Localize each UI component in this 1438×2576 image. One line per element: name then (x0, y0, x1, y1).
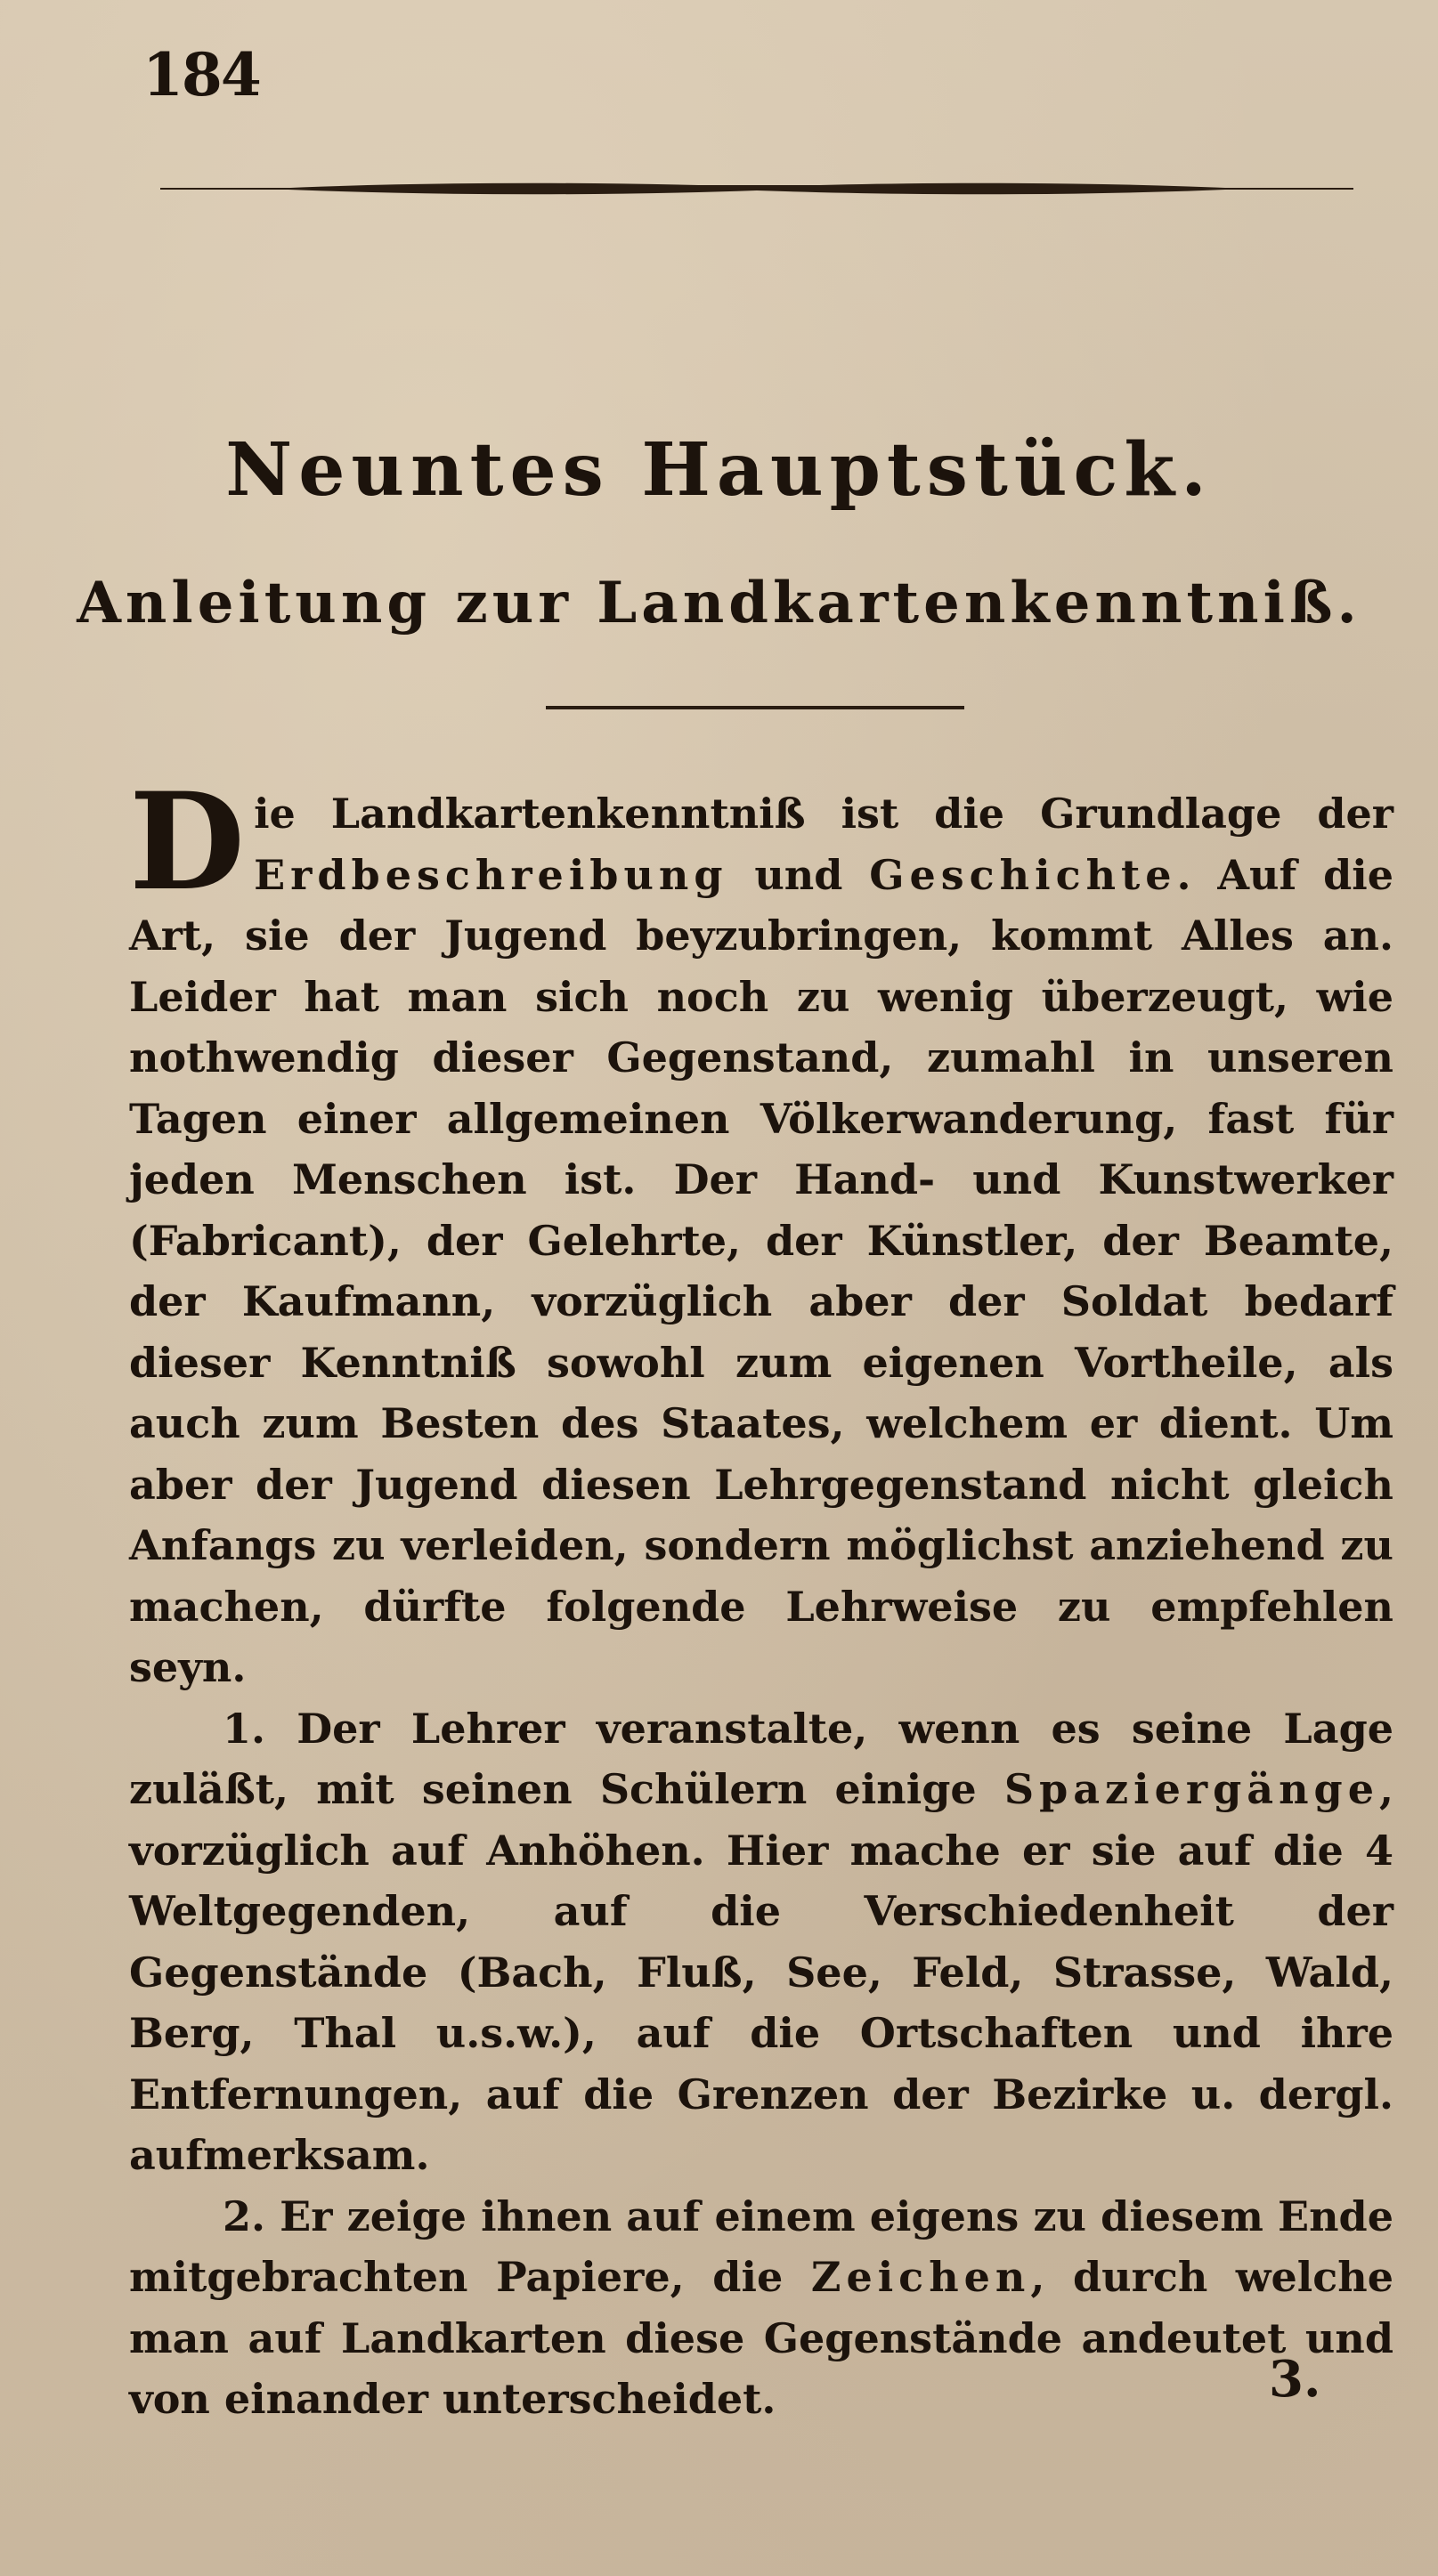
chapter-subtitle: Anleitung zur Landkartenkenntniß. (77, 570, 1361, 636)
catchword: 3. (1269, 2350, 1321, 2409)
chapter-title: Neuntes Hauptstück. (225, 427, 1213, 513)
paragraph-1-mid: und (727, 850, 870, 899)
paragraph-1-emphasis-2: Geschichte (869, 850, 1177, 899)
paragraph-intro (129, 764, 1393, 1698)
page-number: 184 (142, 40, 260, 109)
paragraph-2-emphasis: Spaziergänge (1003, 1765, 1379, 1813)
header-ornament-rule (160, 178, 1353, 199)
paragraph-2-rest: , vorzüglich auf Anhöhen. Hier mache er sie auf die 4 Weltgegenden, auf die Verschiedenheit der Gegenstände (Bach, Fluß, See, Feld, Strasse, Wald, Berg, Thal u.s.w.), auf die Ortschaften und ihre Entfernungen, auf die Grenzen der Bezirke u. dergl. aufmerksam. (129, 1765, 1393, 2179)
body-text (129, 764, 1393, 2430)
paragraph-item-2 (129, 2186, 1393, 2430)
title-divider (546, 706, 964, 709)
paragraph-1-rest: . Auf die Art, sie der Jugend beyzubringen, kommt Alles an. Leider hat man sich noch zu wenig überzeugt, wie nothwendig dieser Gegenstand, zumahl in unseren Tagen einer allgemeinen Völkerwanderung, fast für jeden Menschen ist. Der Hand- und Kunstwerker (Fabricant), der Gelehrte, der Künstler, der Beamte, der Kaufmann, vorzüglich aber der Soldat bedarf dieser Kenntniß sowohl zum eigenen Vortheile, als auch zum Besten des Staates, welchem er dient. Um aber der Jugend diesen Lehrgegenstand nicht gleich Anfangs zu verleiden, sondern möglichst anziehend zu machen, dürfte folgende Lehrweise zu empfehlen seyn. (129, 850, 1393, 1691)
paragraph-3-emphasis: Zeichen (810, 2253, 1031, 2301)
paragraph-3-lead: 2. Er zeige ihnen auf einem eigens zu diesem Ende mitgebrachten Papiere, die (129, 2191, 1393, 2301)
paragraph-1-emphasis-1: Erdbeschreibung (254, 850, 728, 899)
paragraph-item-1 (129, 1698, 1393, 2186)
paragraph-2-lead: 1. Der Lehrer veranstalte, wenn es seine Lage zuläßt, mit seinen Schülern einige (129, 1704, 1393, 1813)
paragraph-3-rest: , durch welche man auf Landkarten diese Gegenstände andeutet und von einander unterscheidet. (129, 2253, 1393, 2423)
paragraph-1-lead: ie Landkartenkenntniß ist die Grundlage der (254, 790, 1393, 838)
drop-cap: D (129, 764, 246, 920)
